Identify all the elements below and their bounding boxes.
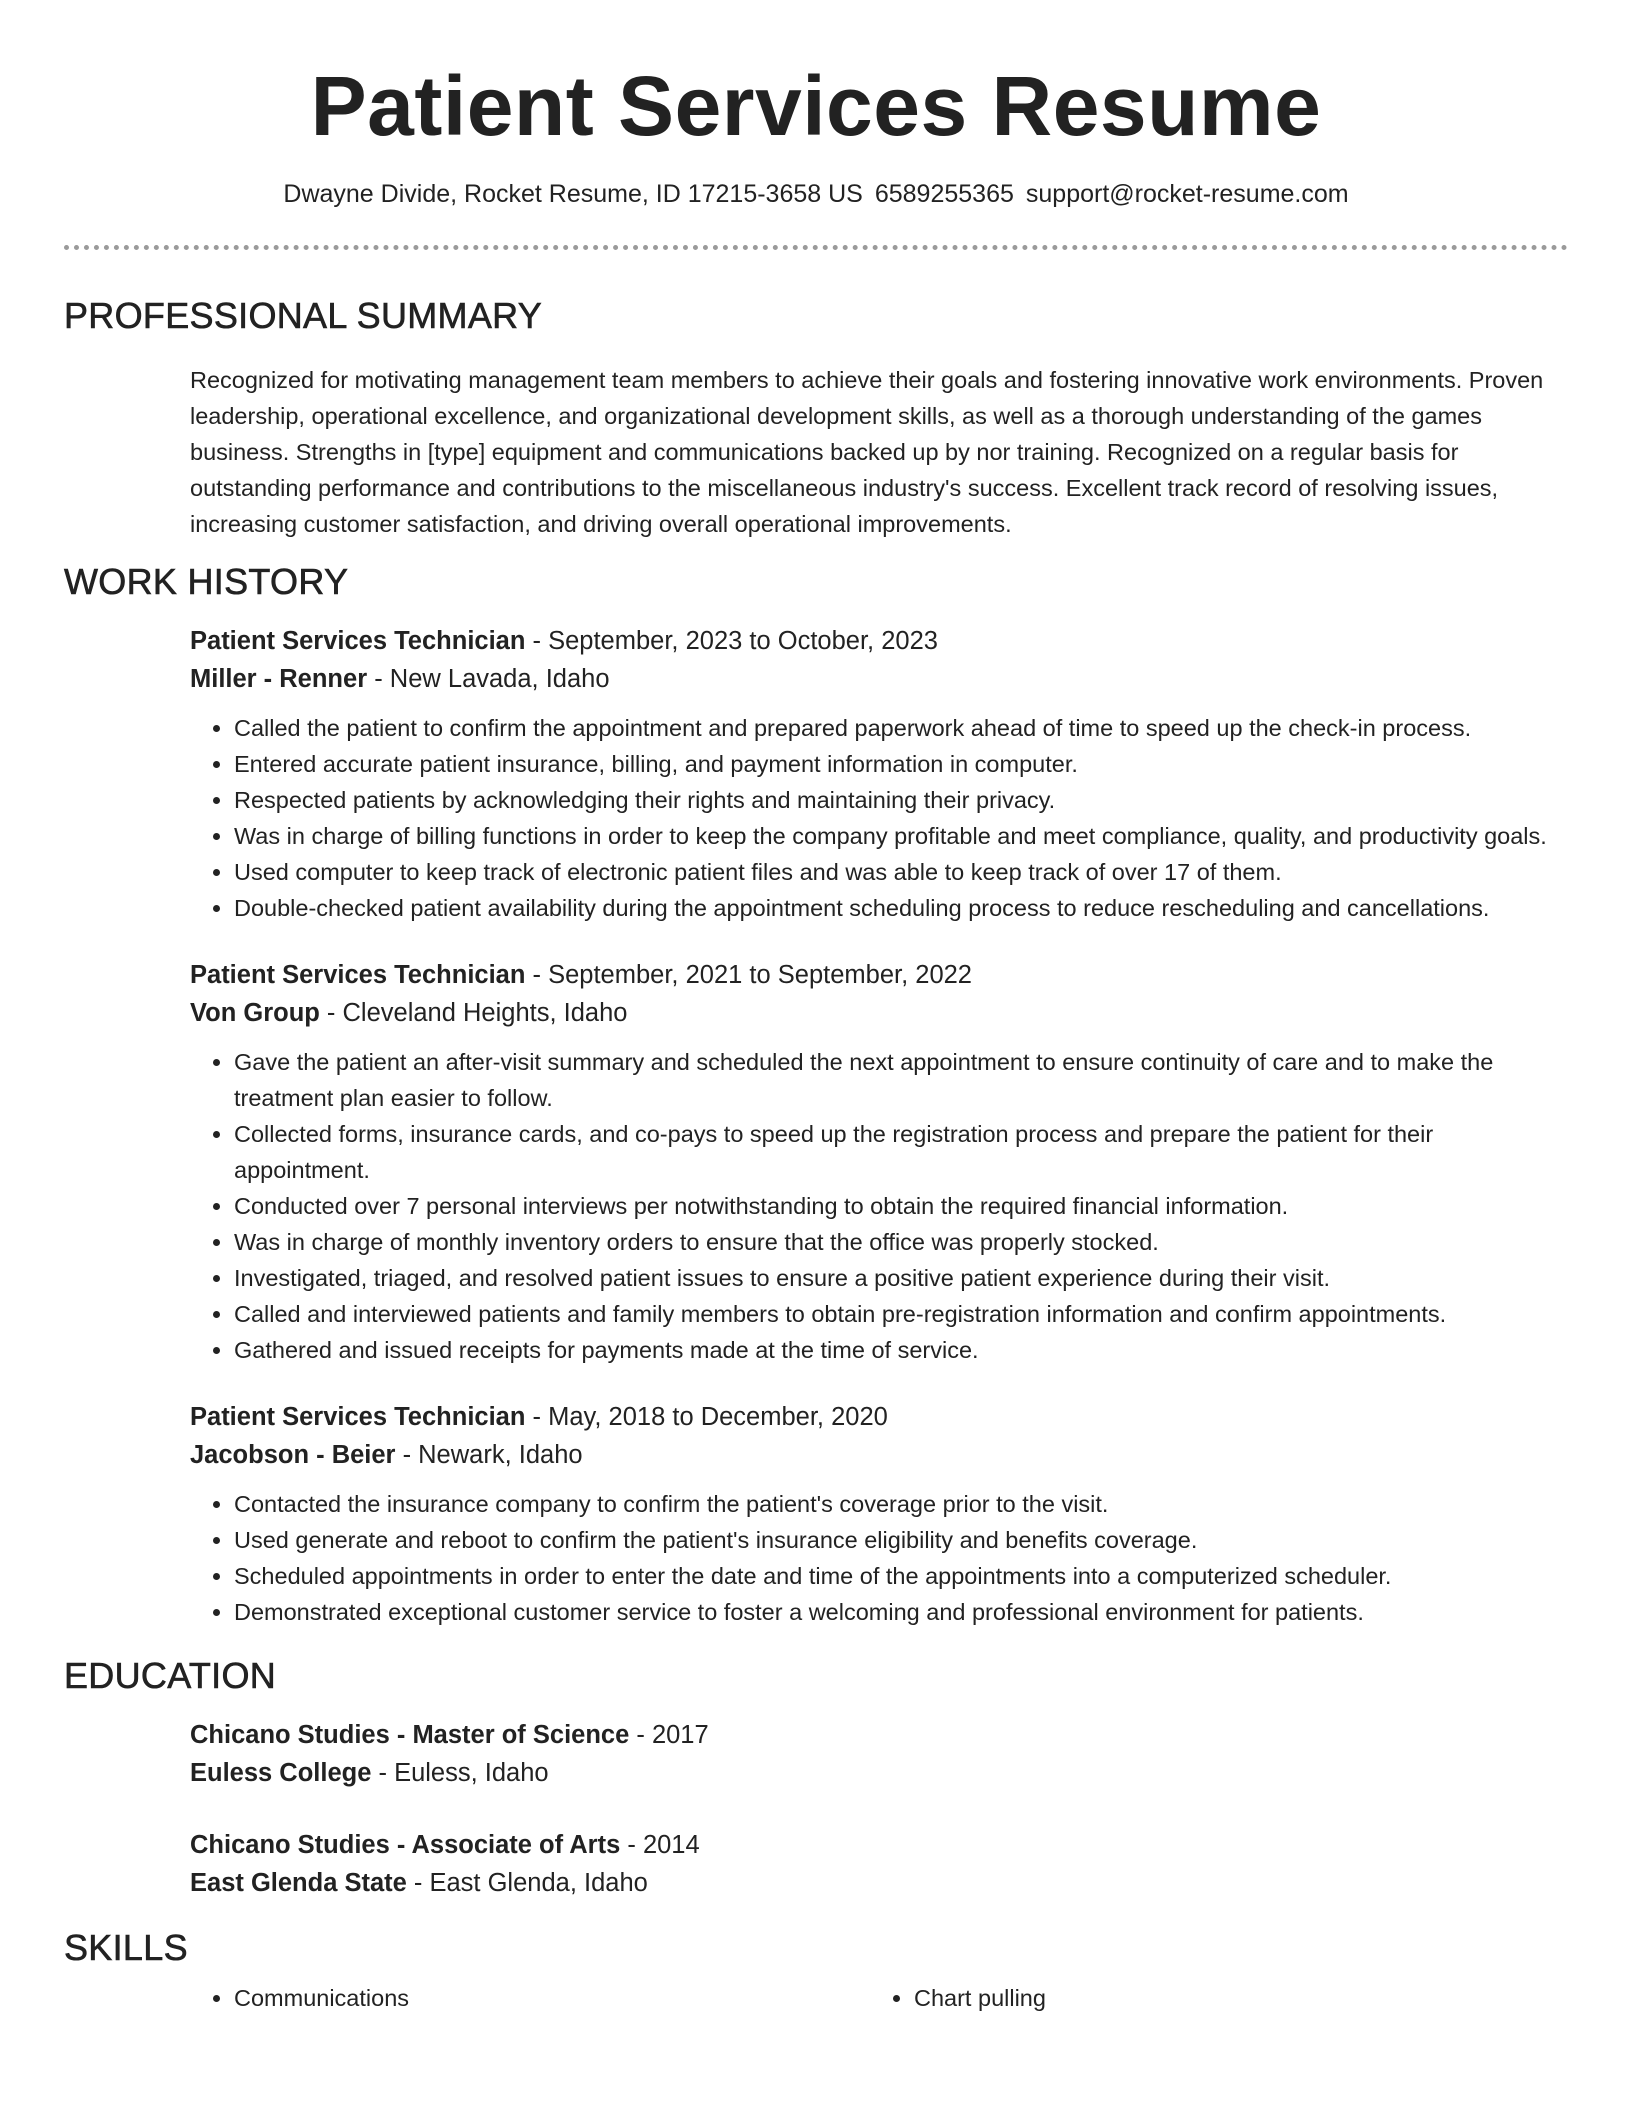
education-heading: EDUCATION <box>64 1655 277 1696</box>
job-title: Patient Services Technician <box>190 961 526 989</box>
job-bullets <box>190 1486 1568 1630</box>
summary-heading: PROFESSIONAL SUMMARY <box>64 295 543 336</box>
contact-email: support@rocket-resume.com <box>1025 180 1349 208</box>
job-location: - Cleveland Heights, Idaho <box>319 999 628 1027</box>
education-degree-line <box>190 1826 1568 1864</box>
skills-heading: SKILLS <box>64 1927 188 1968</box>
job-title-line <box>190 1398 1568 1436</box>
summary-text: Recognized for motivating management team members to achieve their goals and fostering innovative work environments. Proven leadership, operational excellence, and organizational development skills, as well as a thorough understanding of the games business. Strengths in [type] equipment and communications backed up by nor training. Recognized on a regular basis for outstanding performance and contributions to the miscellaneous industry's success. Excellent track record of resolving issues, increasing customer satisfaction, and driving overall operational improvements. <box>190 367 1544 537</box>
job-bullet: • Respected patients by acknowledging their rights and maintaining their privacy. <box>234 782 1568 818</box>
education-location: - East Glenda, Idaho <box>406 1869 648 1897</box>
job-bullet: • Was in charge of monthly inventory orders to ensure that the office was properly stocked. <box>234 1224 1568 1260</box>
contact-line <box>64 178 1568 210</box>
job-bullet: • Scheduled appointments in order to enter the date and time of the appointments into a computerized scheduler. <box>234 1558 1568 1594</box>
education-entry <box>190 1716 1568 1792</box>
resume-page <box>64 0 1568 2016</box>
skill-item: • Communications <box>234 1980 870 2016</box>
skill-item: • Chart pulling <box>914 1980 1550 2016</box>
job-bullets <box>190 710 1568 926</box>
contact-address: Dwayne Divide, Rocket Resume, ID 17215-3658 US <box>283 180 863 208</box>
resume-title: Patient Services Resume <box>310 59 1322 153</box>
job-title: Patient Services Technician <box>190 627 526 655</box>
job-bullet: • Was in charge of billing functions in order to keep the company profitable and meet compliance, quality, and productivity goals. <box>234 818 1568 854</box>
job-title-line <box>190 956 1568 994</box>
job-company: Jacobson - Beier <box>190 1441 396 1469</box>
job-bullet: • Called the patient to confirm the appointment and prepared paperwork ahead of time to speed up the check-in process. <box>234 710 1568 746</box>
job-bullet: • Used generate and reboot to confirm the patient's insurance eligibility and benefits coverage. <box>234 1522 1568 1558</box>
education-entry <box>190 1826 1568 1902</box>
education-degree: Chicano Studies - Associate of Arts <box>190 1831 621 1859</box>
education-year: - 2014 <box>620 1831 700 1859</box>
education-school: East Glenda State <box>190 1869 407 1897</box>
job-bullets <box>190 1044 1568 1368</box>
contact-phone: 6589255365 <box>874 180 1014 208</box>
job-bullet: • Contacted the insurance company to confirm the patient's coverage prior to the visit. <box>234 1486 1568 1522</box>
education-school: Euless College <box>190 1759 372 1787</box>
education-degree: Chicano Studies - Master of Science <box>190 1721 630 1749</box>
job-bullet: • Entered accurate patient insurance, billing, and payment information in computer. <box>234 746 1568 782</box>
job-bullet: • Gathered and issued receipts for payments made at the time of service. <box>234 1332 1568 1368</box>
job-dates: - September, 2023 to October, 2023 <box>525 627 938 655</box>
job-title-line <box>190 622 1568 660</box>
job-bullet: • Conducted over 7 personal interviews per notwithstanding to obtain the required financial information. <box>234 1188 1568 1224</box>
job-dates: - May, 2018 to December, 2020 <box>525 1403 888 1431</box>
job-bullet: • Used computer to keep track of electronic patient files and was able to keep track of over 17 of them. <box>234 854 1568 890</box>
job-entry <box>190 622 1568 926</box>
job-entry <box>190 1398 1568 1630</box>
job-company-line <box>190 1436 1568 1474</box>
skills-column-right <box>870 1980 1550 2016</box>
work-history-heading: WORK HISTORY <box>64 561 349 602</box>
education-degree-line <box>190 1716 1568 1754</box>
job-bullet: • Investigated, triaged, and resolved patient issues to ensure a positive patient experience during their visit. <box>234 1260 1568 1296</box>
job-title: Patient Services Technician <box>190 1403 526 1431</box>
job-bullet: • Demonstrated exceptional customer service to foster a welcoming and professional environment for patients. <box>234 1594 1568 1630</box>
job-dates: - September, 2021 to September, 2022 <box>525 961 972 989</box>
job-bullet: • Double-checked patient availability during the appointment scheduling process to reduce rescheduling and cancellations. <box>234 890 1568 926</box>
education-school-line <box>190 1864 1568 1902</box>
job-bullet: • Gave the patient an after-visit summary and scheduled the next appointment to ensure continuity of care and to make the treatment plan easier to follow. <box>234 1044 1568 1116</box>
job-location: - Newark, Idaho <box>395 1441 583 1469</box>
education-year: - 2017 <box>629 1721 709 1749</box>
job-bullet: • Called and interviewed patients and family members to obtain pre-registration information and confirm appointments. <box>234 1296 1568 1332</box>
skills-list <box>190 1980 1568 2016</box>
job-entry <box>190 956 1568 1368</box>
education-school-line <box>190 1754 1568 1792</box>
job-location: - New Lavada, Idaho <box>367 665 610 693</box>
job-company: Miller - Renner <box>190 665 368 693</box>
skills-column-left <box>190 1980 870 2016</box>
education-location: - Euless, Idaho <box>371 1759 549 1787</box>
job-company-line <box>190 660 1568 698</box>
job-bullet: • Collected forms, insurance cards, and co-pays to speed up the registration process and prepare the patient for their appointment. <box>234 1116 1568 1188</box>
job-company-line <box>190 994 1568 1032</box>
header-divider <box>64 245 1568 250</box>
job-company: Von Group <box>190 999 320 1027</box>
